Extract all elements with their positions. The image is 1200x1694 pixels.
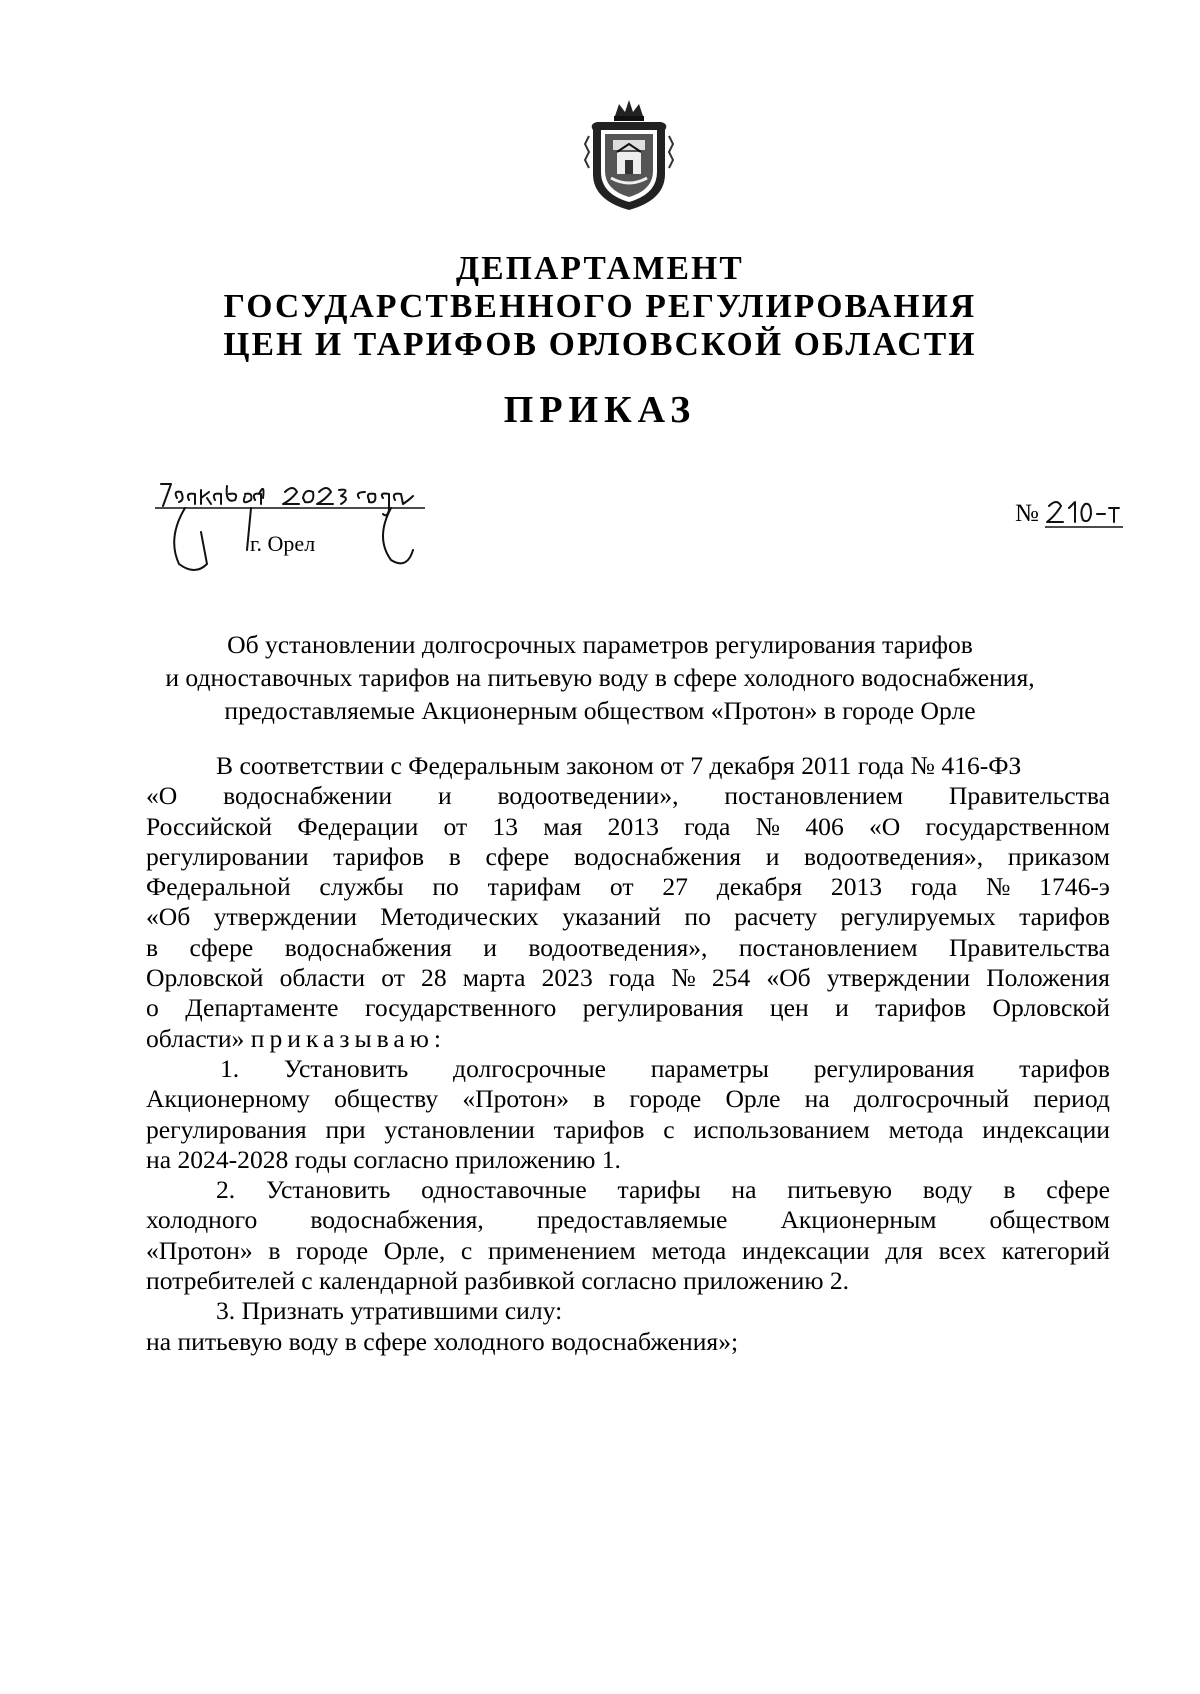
word: постановлением [724,781,904,811]
paragraph-line [146,963,1110,993]
word: в [268,1235,281,1265]
word: 28 [421,963,447,993]
text-fragment: области» [146,1023,245,1053]
word: регулирования [813,1053,975,1083]
word: расчету [734,902,818,932]
word: о [146,993,159,1023]
word: 254 [711,963,751,993]
word: установлении [384,1114,535,1144]
word: при [325,1114,366,1144]
word: 1. [220,1053,240,1083]
word: всех [938,1235,987,1265]
paragraph-line [146,751,1110,781]
paragraph-line [146,993,1110,1023]
subject-line: и одноставочных тарифов на питьевую воду в сфере холодного водоснабжения, [165,663,1035,692]
word: службы [319,872,404,902]
word: Федеральной [146,872,291,902]
word: тарифы [617,1175,701,1205]
word: марта [462,963,526,993]
paragraph-line [146,902,1110,932]
word: индексации [741,1235,870,1265]
subject-line: предоставляемые Акционерным обществом «Протон» в городе Орле [224,696,976,725]
word: «О [868,811,901,841]
paragraph-line [146,842,1110,872]
word: утверждении [213,902,357,932]
word: и [483,932,497,962]
word: параметры [650,1053,769,1083]
word: водоснабжения, [310,1205,484,1235]
word: регулирования [146,1114,307,1144]
paragraph-line [146,1054,1110,1084]
word: метода [888,1114,964,1144]
word: Правительства [948,781,1110,811]
number-sign: № [1015,500,1039,527]
word: с [663,1114,675,1144]
word: водоотведении», [497,781,679,811]
paragraph-line [146,1205,1110,1235]
word: водоотведения», [528,932,708,962]
word: городе [629,1084,702,1114]
word: «О [146,781,178,811]
word: использованием [693,1114,870,1144]
word: регулирования [582,993,744,1023]
word: и [835,993,849,1023]
department-title [0,250,1200,364]
city-label: г. Орел [250,531,316,556]
handwritten-date [155,478,455,578]
department-title-line: ГОСУДАРСТВЕННОГО РЕГУЛИРОВАНИЯ [223,288,977,325]
paragraph-line [146,1084,1110,1114]
word: В соответствии с Федеральным законом от 7 декабря 2011 года № 416-ФЗ [216,751,1022,780]
order-title: ПРИКАЗ [503,389,697,431]
word: цен [769,993,809,1023]
word: года [608,963,656,993]
word: 13 [492,811,519,841]
word: одноставочные [421,1175,587,1205]
word: на [804,1084,830,1114]
paragraph-line [146,933,1110,963]
order-number [1015,496,1127,546]
word: Орле, [383,1235,446,1265]
order-body [146,751,1110,1357]
word: на [731,1175,757,1205]
word: сфере [485,841,550,871]
word: тарифам [487,872,582,902]
word: питьевую [787,1175,892,1205]
word: тарифов [1019,1053,1110,1083]
word: обществу [334,1084,439,1114]
word: государственного [364,993,557,1023]
word: тарифов [553,1114,645,1144]
word: года [684,811,731,841]
paragraph-line [146,781,1110,811]
word: 2. [216,1175,236,1205]
word: долгосрочный [853,1084,1010,1114]
word: по [432,872,459,902]
word: № [985,872,1011,902]
word: декабря [716,872,803,902]
item-3-title: 3. Признать утратившими силу: [216,1296,563,1326]
preamble-paragraph [146,751,1110,1024]
department-title-line: ДЕПАРТАМЕНТ [456,250,744,287]
word: Акционерным [780,1205,937,1235]
word: Методических [380,902,539,932]
word: индексации [982,1114,1110,1144]
item-1 [146,1054,1110,1145]
subject-line: Об установлении долгосрочных параметров регулирования тарифов [227,630,973,659]
word: Орловской [992,993,1110,1023]
word: с [460,1235,473,1265]
word: «Об [766,963,811,993]
word: Установить [283,1053,409,1083]
word: воду [922,1175,973,1205]
word: «Об [146,902,191,932]
word: водоснабжении [223,781,393,811]
word: регулируемых [840,902,996,932]
word: 2013 [607,811,659,841]
word: указаний [562,902,661,932]
word: от [381,963,405,993]
word: «Протон» [146,1235,253,1265]
word: от [609,872,634,902]
order-verb: приказываю: [250,1023,447,1053]
word: обществом [989,1205,1110,1235]
handwritten-number [1045,496,1125,536]
word: 1746-э [1039,872,1110,902]
word: Департаменте [185,993,339,1023]
word: Положения [986,963,1110,993]
word: № [755,811,781,841]
department-title-line: ЦЕН И ТАРИФОВ ОРЛОВСКОЙ ОБЛАСТИ [223,326,977,363]
paragraph-line [146,1236,1110,1266]
word: водоснабжения [573,841,742,871]
word: в [448,841,461,871]
paragraph-line: на питьевую воду в сфере холодного водоснабжения»; [146,1326,739,1356]
word: тарифов [1019,902,1110,932]
word: период [1033,1084,1110,1114]
word: Правительства [948,932,1110,962]
word: в [1003,1175,1016,1205]
word: категорий [1001,1235,1110,1265]
word: тарифов [875,993,967,1023]
word: Орловской [146,963,264,993]
word: от [443,811,468,841]
word: регулировании [146,841,309,871]
word: «Протон» [462,1084,570,1114]
word: 2023 [541,963,593,993]
word: водоотведения», [804,841,984,871]
word: тарифов [333,841,425,871]
word: области [279,963,366,993]
word: по [684,902,711,932]
word: водоснабжения [284,932,452,962]
paragraph-line [146,1024,1110,1054]
word: применением [487,1235,636,1265]
word: сфере [1046,1175,1110,1205]
paragraph-line: на 2024-2028 годы согласно приложению 1. [146,1144,621,1174]
word: и [437,781,452,811]
word: мая [543,811,583,841]
word: 406 [805,811,844,841]
paragraph-line [146,1175,1110,1205]
word: года [910,872,958,902]
word: № [671,963,696,993]
word: предоставляемые [536,1205,728,1235]
word: Российской [146,811,273,841]
word: сфере [189,932,254,962]
paragraph-line [146,872,1110,902]
paragraph-line [146,1115,1110,1145]
word: 2013 [830,872,883,902]
word: 27 [662,872,688,902]
word: холодного [146,1205,258,1235]
word: Орле [725,1084,781,1114]
word: в [146,932,159,962]
word: Установить [265,1175,391,1205]
item-2 [146,1175,1110,1266]
paragraph-line [146,812,1110,842]
word: и [765,841,780,871]
word: государственном [925,811,1110,841]
word: Федерации [297,811,419,841]
word: метода [651,1235,727,1265]
word: для [885,1235,923,1265]
paragraph-line: потребителей с календарной разбивкой согласно приложению 2. [146,1266,850,1296]
order-subject [0,628,1200,727]
word: Акционерному [146,1084,310,1114]
word: в [593,1084,606,1114]
orel-region-coat-of-arms-icon [581,96,677,214]
word: утверждении [826,963,971,993]
word: долгосрочные [453,1053,607,1083]
word: приказом [1007,841,1110,871]
word: постановлением [738,932,918,962]
word: городе [296,1235,369,1265]
